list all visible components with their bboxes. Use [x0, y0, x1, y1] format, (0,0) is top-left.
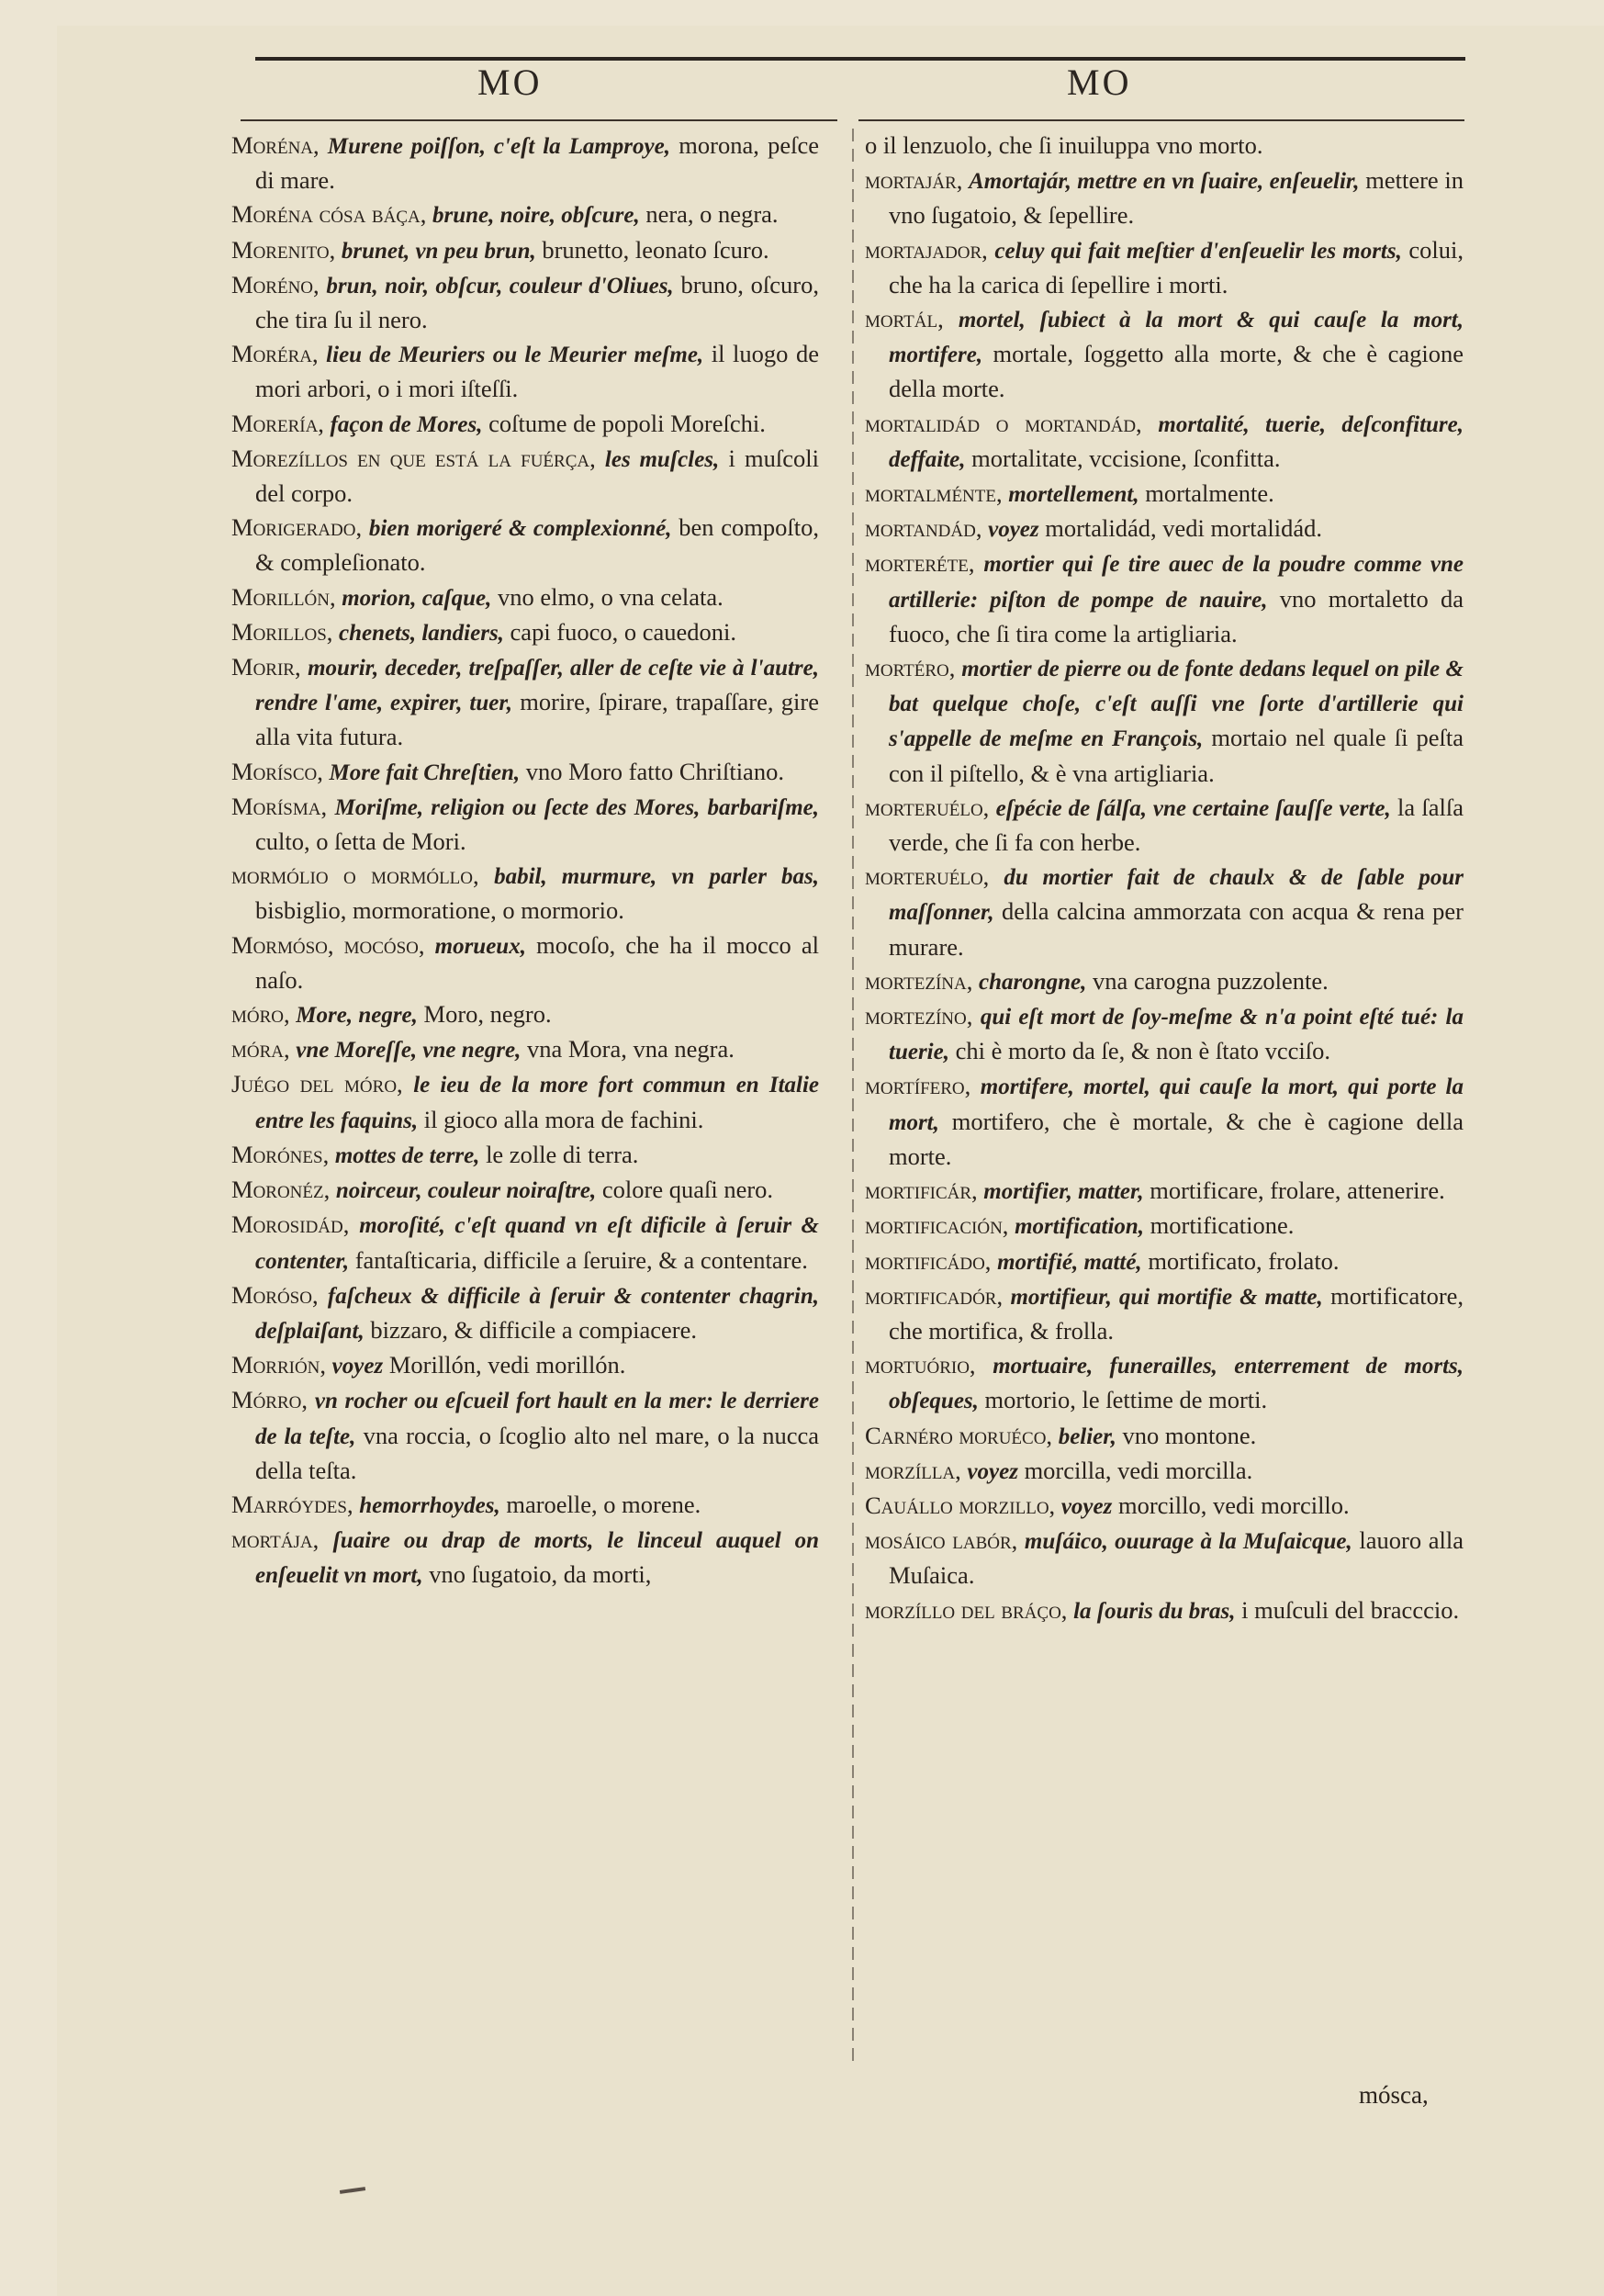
entry-italian: mortorio, le ſettime de morti. — [984, 1386, 1268, 1414]
dictionary-entry — [865, 546, 1464, 651]
entry-italian: lauoro alla Muſaica. — [889, 1526, 1464, 1590]
entry-headword: Moróſo, — [231, 1280, 319, 1309]
entry-french: hemorrhoydes, — [359, 1492, 500, 1518]
entry-italian: maroelle, o morene. — [506, 1490, 701, 1518]
dictionary-entry — [231, 442, 819, 511]
entry-french: morion, caſque, — [342, 585, 492, 611]
entry-italian: vno elmo, o vna celata. — [498, 582, 723, 611]
entry-headword: Mormóſo, mocóſo, — [231, 930, 425, 959]
entry-italian: la ſalſa verde, che ſi fa con herbe. — [889, 793, 1464, 857]
dictionary-entry — [865, 1209, 1464, 1244]
dictionary-entry — [865, 791, 1464, 860]
entry-french: la ſouris du bras, — [1073, 1598, 1236, 1624]
entry-headword: Moroſidád, — [231, 1210, 350, 1239]
entry-headword: mortezína, — [865, 966, 973, 995]
entry-headword: mortál, — [865, 305, 944, 333]
entry-headword: Moréna, — [231, 131, 320, 159]
entry-headword: mortája, — [231, 1525, 320, 1554]
entry-french: mortalité, tuerie, deſconfiture, deffaite, — [889, 411, 1464, 472]
entry-italian: coſtume de popoli Moreſchi. — [488, 409, 766, 437]
entry-italian: Moro, negro. — [423, 1000, 552, 1029]
entry-headword: mortificár, — [865, 1176, 978, 1205]
entry-italian: i muſcoli del corpo. — [255, 444, 819, 508]
dictionary-entry — [231, 929, 819, 997]
entry-italian: morcillo, vedi morcillo. — [1117, 1491, 1350, 1519]
dictionary-entry — [231, 615, 819, 650]
entry-italian: culto, o ſetta de Mori. — [255, 827, 466, 856]
entry-french: Amortajár, mettre en vn ſuaire, enſeuelir, — [969, 169, 1360, 195]
entry-french: mortifié, matté, — [997, 1249, 1142, 1275]
entry-headword: mortalménte, — [865, 479, 1003, 508]
dictionary-entry — [865, 477, 1464, 512]
entry-italian: colore quaſi nero. — [601, 1176, 774, 1204]
dictionary-entry — [231, 511, 819, 580]
dictionary-entry — [231, 233, 819, 268]
entry-headword: Morería, — [231, 409, 324, 437]
entry-italian: capi fuoco, o cauedoni. — [510, 617, 737, 646]
entry-italian: mortale, ſoggetto alla morte, & che è cagione della morte. — [889, 340, 1464, 403]
entry-italian: vna Mora, vna negra. — [526, 1035, 735, 1064]
entry-italian: mettere in vno ſugatoio, & ſepellire. — [889, 166, 1464, 230]
header-subrule-right — [858, 119, 1464, 121]
entry-french: More, negre, — [296, 1003, 418, 1029]
entry-headword: Morigerado, — [231, 513, 363, 542]
entry-headword: mortalidád o mortandád, — [865, 409, 1142, 437]
dictionary-entry — [865, 999, 1464, 1069]
entry-french: mortel, ſubiect à la mort & qui cauſe la mort, mortifere, — [889, 308, 1464, 368]
entry-italian: morire, ſpirare, trapaſſare, gire alla vita futura. — [255, 688, 819, 751]
entry-french: mourir, deceder, treſpaſſer, aller de ceſte vie à l'autre, rendre l'ame, expirer, tuer, — [255, 656, 820, 716]
entry-headword: Morillos, — [231, 617, 333, 646]
entry-italian: mortalidád, vedi mortalidád. — [1045, 514, 1322, 543]
dictionary-entry — [231, 790, 819, 859]
entry-french: voyez — [331, 1354, 384, 1379]
entry-french: lieu de Meuriers ou le Meurier meſme, — [326, 343, 704, 368]
entry-italian: chi è morto da ſe, & non è ſtato vcciſo. — [955, 1037, 1331, 1065]
entry-headword: Morónes, — [231, 1140, 330, 1168]
dictionary-entry — [865, 1174, 1464, 1209]
entry-italian: mortalmente. — [1145, 479, 1274, 508]
entry-headword: Morenito, — [231, 235, 336, 264]
entry-headword: morteruélo, — [865, 862, 990, 891]
entry-french: brun, noir, obſcur, couleur d'Oliues, — [326, 273, 674, 298]
entry-french: chenets, landiers, — [339, 620, 504, 646]
dictionary-entry — [865, 512, 1464, 546]
dictionary-entry — [865, 1593, 1464, 1628]
dictionary-entry — [865, 302, 1464, 407]
entry-french: mortellement, — [1008, 482, 1139, 508]
entry-french: mortifere, mortel, qui cauſe la mort, qui porte la mort, — [889, 1075, 1464, 1135]
entry-french: ſuaire ou drap de morts, le linceul auquel on enſeuelit vn mort, — [255, 1528, 820, 1589]
dictionary-entry — [231, 997, 819, 1032]
dictionary-entry — [231, 1348, 819, 1383]
entry-headword: Moríſma, — [231, 792, 328, 820]
entry-headword: mortéro, — [865, 654, 956, 682]
entry-french: voyez — [967, 1458, 1018, 1484]
entry-italian: ben compoſto, & compleſionato. — [255, 513, 820, 577]
dictionary-entry — [865, 233, 1464, 302]
running-head-right: MO — [1067, 62, 1132, 103]
entry-headword: mormólio o mormóllo, — [231, 861, 479, 890]
entry-italian: bizzaro, & difficile a compiacere. — [370, 1315, 697, 1344]
entry-french: voyez — [1060, 1493, 1113, 1519]
entry-headword: Morezíllos en que eſtá la fuérça, — [231, 444, 596, 472]
entry-headword: mortandád, — [865, 514, 982, 543]
entry-headword: móra, — [231, 1035, 290, 1064]
entry-french: mortifier, matter, — [983, 1179, 1144, 1205]
entry-french: du mortier fait de chaulx & de ſable pour maſſonner, — [889, 865, 1464, 926]
right-column — [865, 129, 1464, 1628]
entry-headword: Morir, — [231, 653, 301, 681]
entry-headword: Morrión, — [231, 1351, 327, 1379]
entry-italian: mortificatore, che mortifica, & frolla. — [889, 1281, 1464, 1345]
entry-french: vne Moreſſe, vne negre, — [296, 1038, 522, 1064]
entry-headword: mortificadór, — [865, 1281, 1004, 1310]
entry-headword: Moréna cóſa báça, — [231, 200, 427, 229]
entry-french: mortifieur, qui mortifie & matte, — [1010, 1284, 1323, 1310]
dictionary-entry — [231, 268, 819, 337]
entry-italian: il luogo de mori arbori, o i mori iſteſſi. — [255, 340, 820, 403]
entry-italian: le zolle di terra. — [486, 1140, 639, 1168]
entry-french: faſcheux & difficile à ſeruir & contenter chagrin, deſplaiſant, — [255, 1283, 820, 1344]
entry-headword: móro, — [231, 1000, 290, 1029]
entry-french: façon de Mores, — [330, 411, 483, 437]
dictionary-entry — [865, 1069, 1464, 1174]
entry-headword: Moronéz, — [231, 1176, 331, 1204]
entry-italian: vno montone. — [1122, 1421, 1257, 1449]
dictionary-entry — [231, 755, 819, 790]
dictionary-entry — [865, 1454, 1464, 1489]
dictionary-entry — [231, 1488, 819, 1523]
dictionary-entry — [865, 1348, 1464, 1418]
dictionary-entry — [865, 1489, 1464, 1524]
dictionary-entry — [865, 1524, 1464, 1593]
column-divider — [852, 129, 854, 2066]
dictionary-entry — [865, 1244, 1464, 1279]
entry-headword: mortajador, — [865, 235, 988, 264]
dictionary-entry — [865, 651, 1464, 791]
entry-french: Murene poiſſon, c'eſt la Lamproye, — [327, 134, 670, 159]
entry-headword: mortificádo, — [865, 1246, 992, 1275]
dictionary-entry — [231, 1138, 819, 1173]
entry-french: mortier de pierre ou de fonte dedans lequel on pile & bat quelque choſe, c'eſt auſſi vne ſorte d'artillerie qui s'appelle de meſme en François, — [889, 657, 1464, 752]
entry-italian: vna carogna puzzolente. — [1093, 966, 1329, 995]
catchword: mósca, — [1359, 2081, 1429, 2109]
entry-headword: Cauállo morzillo, — [865, 1491, 1056, 1519]
entry-headword: mortuório, — [865, 1351, 976, 1379]
entry-italian: brunetto, leonato ſcuro. — [542, 235, 769, 264]
entry-italian: vna roccia, o ſcoglio alto nel mare, o la nucca della teſta. — [255, 1421, 819, 1484]
entry-italian: bisbiglio, mormoratione, o mormorio. — [255, 896, 624, 925]
entry-italian: vno Moro fatto Chriſtiano. — [525, 757, 784, 785]
entry-french: moroſité, c'eſt quand vn eſt dificile à ſeruir & contenter, — [255, 1213, 819, 1274]
entry-headword: morzílla, — [865, 1456, 961, 1484]
entry-italian: colui, che ha la carica di ſepellire i morti. — [889, 235, 1464, 298]
entry-italian: mortificato, frolato. — [1148, 1246, 1340, 1275]
entry-french: muſáico, ouurage à la Muſaicque, — [1024, 1529, 1352, 1555]
entry-french: mortier qui ſe tire auec de la poudre comme vne artillerie: piſton de pompe de nauire, — [889, 552, 1464, 613]
dictionary-entry — [231, 407, 819, 442]
running-head-left: MO — [477, 62, 543, 103]
dictionary-entry — [231, 1278, 819, 1348]
entry-french: belier, — [1058, 1424, 1116, 1449]
entry-italian: della calcina ammorzata con acqua & rena per murare. — [889, 897, 1464, 961]
entry-french: bien morigeré & complexionné, — [368, 516, 672, 542]
dictionary-entry — [865, 1279, 1464, 1348]
entry-headword: morteréte, — [865, 549, 975, 578]
entry-french: vn rocher ou eſcueil fort hault en la mer: le derriere de la teſte, — [255, 1389, 820, 1449]
entry-headword: Morillón, — [231, 582, 336, 611]
entry-italian: mortaio nel quale ſi peſta con il piſtello, & è vna artigliaria. — [889, 724, 1464, 787]
entry-headword: mortajár, — [865, 166, 963, 195]
dictionary-entry — [231, 1067, 819, 1137]
entry-italian: mortifero, che è mortale, & che è cagione della morte. — [889, 1107, 1464, 1170]
entry-italian: mortificare, frolare, attenerire. — [1150, 1176, 1445, 1205]
entry-italian: nera, o negra. — [645, 200, 779, 229]
entry-headword: Moréra, — [231, 340, 319, 368]
entry-italian: morcilla, vedi morcilla. — [1024, 1456, 1253, 1484]
header-rule — [255, 57, 1465, 61]
entry-headword: morzíllo del bráço, — [865, 1595, 1068, 1624]
entry-headword: Marróydes, — [231, 1490, 353, 1518]
entry-french: celuy qui fait meſtier d'enſeuelir les morts, — [994, 238, 1402, 264]
entry-headword: Juégo del móro, — [231, 1070, 403, 1098]
dictionary-entry — [231, 1383, 819, 1488]
entry-italian: fantaſticaria, difficile a ſeruire, & a contentare. — [354, 1245, 808, 1274]
header-subrule-left — [241, 119, 837, 121]
dictionary-entry — [231, 580, 819, 615]
dictionary-entry — [231, 859, 819, 928]
entry-italian: Morillón, vedi morillón. — [388, 1351, 626, 1379]
dictionary-entry — [231, 1173, 819, 1208]
entry-italian: il gioco alla mora de fachini. — [423, 1105, 704, 1133]
entry-french: Moriſme, religion ou ſecte des Mores, barbariſme, — [334, 794, 819, 820]
dictionary-entry — [231, 650, 819, 755]
entry-headword: Mórro, — [231, 1386, 308, 1414]
entry-french: morueux, — [434, 933, 526, 959]
entry-french: noirceur, couleur noiraſtre, — [335, 1178, 597, 1204]
entry-french: brunet, vn peu brun, — [341, 238, 536, 264]
entry-headword: mortificación, — [865, 1211, 1009, 1240]
left-column — [231, 129, 819, 1593]
dictionary-entry — [231, 129, 819, 197]
dictionary-entry — [865, 129, 1464, 163]
entry-french: mortuaire, funerailles, enterrement de morts, obſeques, — [889, 1354, 1464, 1414]
dictionary-entry — [231, 1523, 819, 1593]
entry-headword: mortezíno, — [865, 1002, 973, 1030]
entry-headword: moſáico labór, — [865, 1526, 1018, 1555]
entry-french: babil, murmure, vn parler bas, — [494, 864, 820, 890]
entry-headword: Carnéro moruéco, — [865, 1421, 1053, 1449]
entry-french: charongne, — [978, 969, 1087, 995]
entry-headword: Moríſco, — [231, 757, 323, 785]
entry-headword: mortífero, — [865, 1072, 971, 1100]
dictionary-entry — [865, 407, 1464, 477]
entry-italian: vno mortaletto da fuoco, che ſi tira come la artigliaria. — [889, 584, 1464, 647]
entry-headword: morteruélo, — [865, 793, 990, 821]
entry-italian: i muſculi del bracccio. — [1241, 1595, 1460, 1624]
dictionary-entry — [865, 964, 1464, 999]
entry-italian: mocoſo, che ha il mocco al naſo. — [255, 930, 819, 994]
entry-french: voyez — [988, 517, 1039, 543]
entry-italian: mortalitate, vccisione, ſconfitta. — [971, 444, 1281, 472]
entry-french: brune, noire, obſcure, — [432, 203, 640, 229]
entry-italian: o il lenzuolo, che ſi inuiluppa vno morto. — [865, 131, 1263, 159]
dictionary-entry — [231, 197, 819, 232]
entry-french: More fait Chreſtien, — [329, 760, 521, 785]
dictionary-entry — [865, 860, 1464, 964]
entry-french: qui eſt mort de ſoy-meſme & n'a point eſté tué: la tuerie, — [889, 1005, 1464, 1065]
entry-french: le ieu de la more fort commun en Italie entre les faquins, — [255, 1073, 820, 1133]
entry-french: eſpécie de ſálſa, vne certaine ſauſſe verte, — [995, 795, 1391, 821]
entry-french: mortification, — [1015, 1214, 1145, 1240]
dictionary-entry — [231, 1032, 819, 1067]
entry-italian: morona, peſce di mare. — [255, 131, 820, 195]
entry-french: mottes de terre, — [334, 1142, 480, 1168]
entry-italian: mortificatione. — [1150, 1211, 1295, 1240]
dictionary-entry — [231, 1208, 819, 1277]
entry-headword: Moréno, — [231, 270, 320, 298]
dictionary-entry — [865, 1419, 1464, 1454]
entry-italian: bruno, oſcuro, che tira ſu il nero. — [255, 270, 819, 334]
dictionary-entry — [231, 337, 819, 406]
entry-french: les muſcles, — [604, 446, 720, 472]
dictionary-entry — [865, 163, 1464, 232]
entry-italian: vno ſugatoio, da morti, — [429, 1560, 652, 1589]
